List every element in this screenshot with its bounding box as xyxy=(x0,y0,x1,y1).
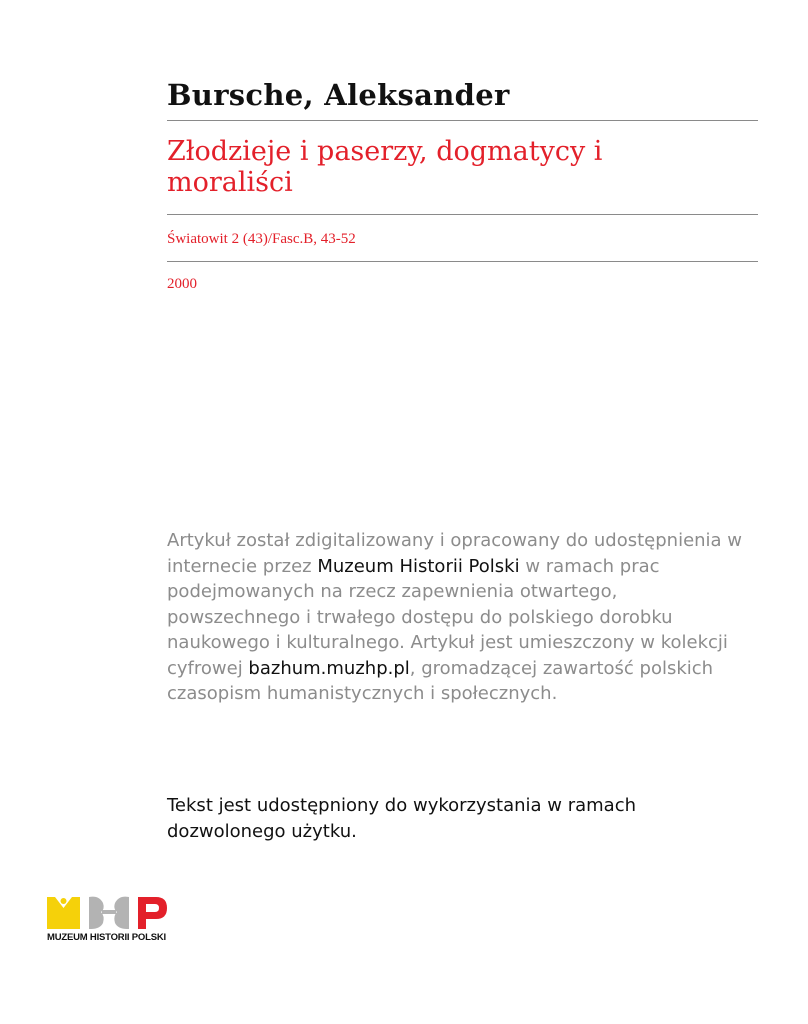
mhp-logo-icon xyxy=(47,893,171,931)
divider xyxy=(167,261,758,262)
logo-h-bar xyxy=(102,910,116,914)
divider xyxy=(167,214,758,215)
logo-h-right-profile xyxy=(114,897,129,929)
logo-label: MUZEUM HISTORII POLSKI xyxy=(47,932,166,943)
logo-crown-dot xyxy=(61,898,67,904)
publication-year: 2000 xyxy=(167,276,197,292)
museum-link[interactable]: Muzeum Historii Polski xyxy=(317,555,520,577)
logo-p-shape xyxy=(138,897,167,929)
museum-logo xyxy=(47,893,177,945)
notice-text: w ramach prac podejmowanych na rzecz zapewnienia otwartego, powszechnego i trwałego dostępu do polskiego dorobku naukowego i kulturalnego. Artykuł jest umieszczony w kolekcji cyfrowej xyxy=(167,555,728,679)
logo-h-left-profile xyxy=(89,897,104,929)
author-name: Bursche, Aleksander xyxy=(167,78,510,112)
notice-text: , gromadzącej zawartość polskich czasopism humanistycznych i społecznych. xyxy=(167,657,714,704)
divider xyxy=(167,120,758,121)
article-title: Złodzieje i paserzy, dogmatycy i moraliści xyxy=(167,136,603,198)
digitization-notice xyxy=(167,528,747,707)
notice-text: Artykuł został zdigitalizowany i opracowany do udostępnienia w internecie przez xyxy=(167,530,743,577)
site-link[interactable]: bazhum.muzhp.pl xyxy=(248,657,410,679)
source-citation: Światowit 2 (43)/Fasc.B, 43-52 xyxy=(167,231,356,247)
usage-notice: Tekst jest udostępniony do wykorzystania w ramach dozwolonego użytku. xyxy=(167,795,637,842)
